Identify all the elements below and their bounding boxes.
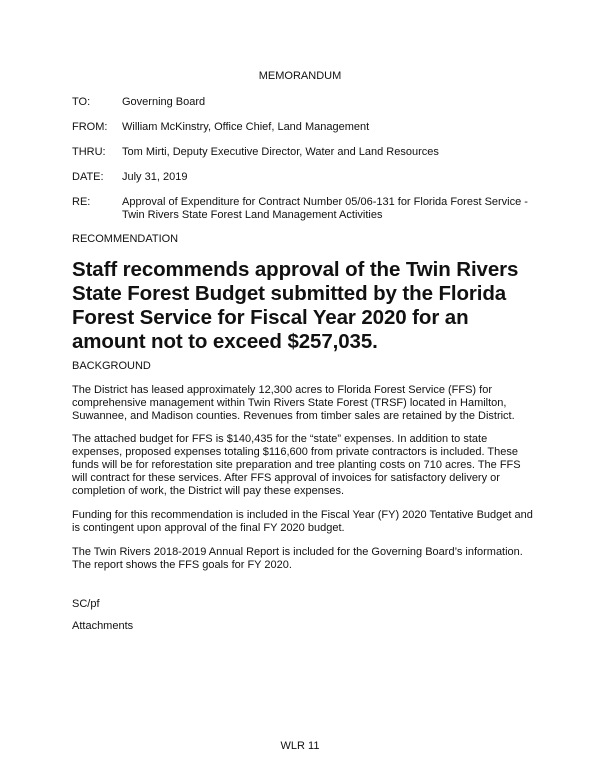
thru-value: Tom Mirti, Deputy Executive Director, Water and Land Resources [122, 146, 439, 158]
re-label: RE: [72, 196, 91, 208]
background-paragraph: Funding for this recommendation is included in the Fiscal Year (FY) 2020 Tentative Budget and is contingent upon approval of the final FY 2020 budget. [72, 509, 533, 534]
from-label: FROM: [72, 121, 108, 133]
author-initials: SC/pf [72, 598, 100, 610]
page-footer-id: WLR 11 [280, 740, 320, 752]
from-value: William McKinstry, Office Chief, Land Management [122, 121, 370, 133]
re-value: Approval of Expenditure for Contract Number 05/06-131 for Florida Forest Service - Twin Rivers State Forest Land Management Activities [122, 196, 528, 221]
recommendation-text: Staff recommends approval of the Twin Rivers State Forest Budget submitted by the Florida Forest Service for Fiscal Year 2020 for an amount not to exceed $257,035. [72, 258, 519, 353]
date-value: July 31, 2019 [122, 171, 188, 183]
to-label: TO: [72, 96, 91, 108]
to-value: Governing Board [122, 96, 206, 108]
thru-label: THRU: [72, 146, 106, 158]
background-heading: BACKGROUND [72, 360, 151, 372]
recommendation-heading: RECOMMENDATION [72, 233, 179, 245]
background-paragraph: The District has leased approximately 12,300 acres to Florida Forest Service (FFS) for comprehensive management within Twin Rivers State Forest (TRSF) located in Hamilton, Suwannee, and Madison counties. Revenues from timber sales are retained by the District. [72, 384, 515, 422]
background-paragraph: The attached budget for FFS is $140,435 for the “state” expenses. In addition to state expenses, proposed expenses totaling $116,600 from private contractors is included. These funds will be for reforestation site preparation and tree planting costs on 710 acres. The FFS will contract for these services. After FFS approval of invoices for satisfactory delivery or completion of work, the District will pay these expenses. [72, 433, 521, 497]
memo-title: MEMORANDUM [258, 70, 342, 82]
attachments-label: Attachments [72, 620, 134, 632]
background-paragraph: The Twin Rivers 2018-2019 Annual Report is included for the Governing Board’s information. The report shows the FFS goals for FY 2020. [72, 546, 523, 571]
date-label: DATE: [72, 171, 104, 183]
